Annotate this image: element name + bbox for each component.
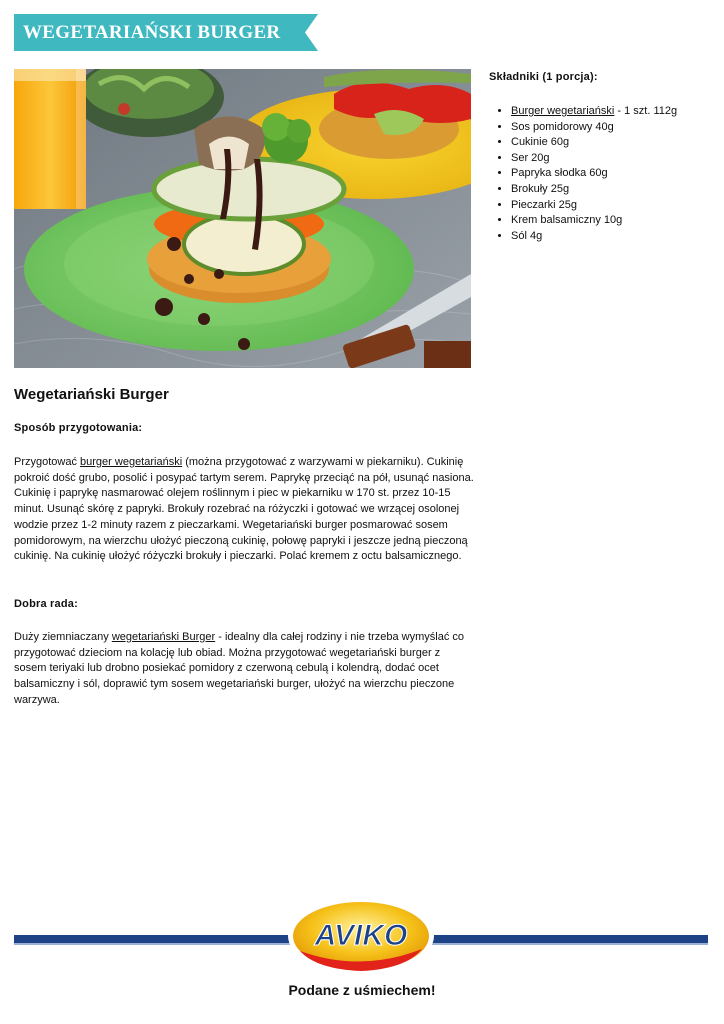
preparation-heading: Sposób przygotowania:	[14, 422, 143, 434]
burger-link-tip[interactable]: wegetariański Burger	[111, 631, 216, 643]
ingredient-text: Sól 4g	[511, 229, 543, 242]
ingredient-item	[511, 198, 724, 214]
ingredient-item	[511, 151, 724, 167]
tip-text-rest: - idealny dla całej rodziny i nie trzeba wymyślać co przygotować dzieciom na kolację lub obiad. Można przygotować wegetariański burger z sosem teriyaki lub drobno posiekać pomidory z czerwoną cebulą i kolendrą, dodać ocet balsamiczny i sól, doprawić tym sosem wegetariański burger, ułożyć na wierzchu pieczone warzywa.	[14, 631, 464, 706]
ingredient-text: Brokuły 25g	[511, 182, 570, 195]
burger-product-link[interactable]: Burger wegetariański	[511, 105, 615, 117]
tip-text	[14, 630, 474, 709]
slogan: Podane z uśmiechem!	[288, 982, 436, 998]
ingredient-item	[511, 104, 724, 120]
tip-heading: Dobra rada:	[14, 598, 78, 610]
ingredients-list	[494, 104, 724, 244]
aviko-logo-icon	[286, 891, 436, 977]
ingredient-item	[511, 135, 724, 151]
preparation-text-start: Przygotować	[14, 456, 81, 468]
ingredient-item	[511, 182, 724, 198]
ingredient-text: Pieczarki 25g	[511, 198, 578, 211]
ingredient-text: Cukinie 60g	[511, 136, 570, 149]
recipe-title: Wegetariański Burger	[14, 386, 169, 403]
ingredient-text: - 1 szt. 112g	[614, 105, 678, 117]
preparation-text-rest: (można przygotować z warzywami w piekarniku). Cukinię pokroić dość grubo, posolić i posypać tartym serem. Paprykę przeciąć na pół, usunąć nasiona. Cukinię i paprykę nasmarować olejem roślinnym i piec w piekarniku w 170 st. przez 10-15 minut. Usunąć skórę z papryki. Brokuły rozebrać na różyczki i gotować we wrzącej osolonej wodzie przez 1-2 minuty razem z pieczarkami. Wegetariański burger posmarować sosem pomidorowym, na wierzchu ułożyć pieczoną cukinię, połowę papryki i jeszcze jedną pieczoną cukinię. Na cukinię ułożyć różyczki brokuły i pieczarki. Polać kremem z octu balsamicznego.	[14, 456, 474, 563]
aviko-logo	[286, 891, 436, 977]
ingredients-heading: Składniki (1 porcja):	[489, 71, 598, 83]
ingredient-item	[511, 229, 724, 245]
burger-link[interactable]: burger wegetariański	[80, 456, 183, 468]
ingredient-text: Papryka słodka 60g	[511, 167, 608, 180]
ingredient-text: Sos pomidorowy 40g	[511, 120, 614, 133]
burger-photo	[14, 69, 471, 368]
ingredient-text: Ser 20g	[511, 151, 550, 164]
banner-title: WEGETARIAŃSKI BURGER	[23, 22, 281, 43]
ingredient-item	[511, 166, 724, 182]
ingredient-text: Krem balsamiczny 10g	[511, 214, 623, 227]
ingredient-item	[511, 120, 724, 136]
preparation-text	[14, 455, 474, 565]
logo-text: AVIKO	[314, 919, 408, 952]
tip-text-start: Duży ziemniaczany	[14, 631, 112, 643]
title-banner	[14, 14, 318, 51]
ingredient-item	[511, 213, 724, 229]
burger-photo-illustration	[14, 69, 471, 368]
